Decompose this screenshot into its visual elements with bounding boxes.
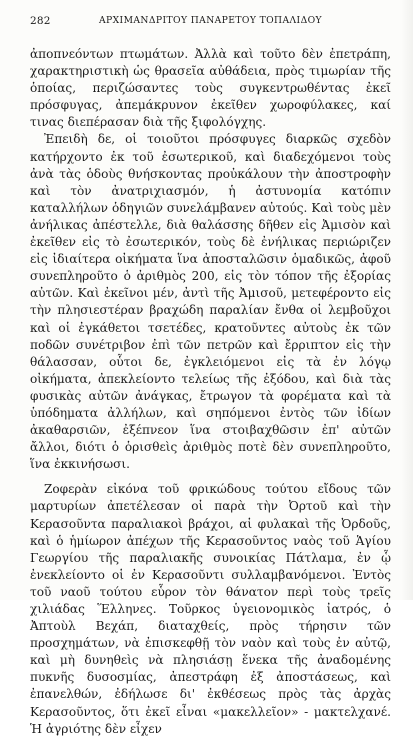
paragraph-1: ἀποπνεόντων πτωμάτων. Ἀλλὰ καὶ τοῦτο δὲν ἐπετράπη, χαρακτηριστικὴ ὡς θρασεῖα αὐθάδεια, πρὸς τιμωρίαν τῆς ὁποίας, περιζώσαντες τοὺς συγκεντρωθέντας ἐκεῖ πρόσφυγας, ἀπεμάκρυνον ἐκεῖθεν χωροφύλακες, καί τινας διεπέρασαν διὰ τῆς ξιφολόγχης.	[30, 47, 391, 130]
body-text	[30, 46, 391, 738]
page-edge-shadow	[401, 0, 413, 600]
running-title: ΑΡΧΙΜΑΝΔΡΙΤΟΥ ΠΑΝΑΡΕΤΟΥ ΤΟΠΑΛΙΔΟΥ	[98, 15, 323, 26]
paragraph-2: Ἐπειδὴ δε, οἱ τοιοῦτοι πρόσφυγες διαρκῶς σχεδὸν κατήρχοντο ἐκ τοῦ ἐσωτερικοῦ, καὶ διαδεχόμενοι τοὺς ἀνὰ τὰς ὁδοὺς θνήσκοντας προὐκάλουν τὴν ἀποστροφὴν καὶ τὸν ἀνατριχιασμόν, ἡ ἀστυνομία κατόπιν καταλλήλων ὁδηγιῶν συνελάμβανεν αὐτούς. Καὶ τοὺς μὲν ἀνήλικας ἀπέστελλε, διὰ θαλάσσης δῆθεν εἰς Ἀμισὸν καὶ ἐκεῖθεν εἰς τὸ ἐσωτερικόν, τοὺς δὲ ἐνήλικας περιώριζεν εἰς ἰδιαίτερα οἰκήματα ἵνα ἀποσταλῶσιν ὁμαδικῶς, ἀφοῦ συνεπληροῦτο ὁ ἀριθμὸς 200, εἰς τὸν τόπον τῆς ἐξορίας αὐτῶν. Καὶ ἐκεῖνοι μέν, ἀντὶ τῆς Ἀμισοῦ, μετεφέροντο εἰς τὴν πλησιεστέραν βραχώδη παραλίαν ἔνθα οἱ λεμβοῦχοι καὶ οἱ ἐγκάθετοι τσετέδες, κρατοῦντες αὐτοὺς ἐκ τῶν ποδῶν συνέτριβον ἐπὶ τῶν πετρῶν καὶ ἔρριπτον εἰς τὴν θάλασσαν, οὗτοι δε, ἐγκλειόμενοι εἰς τὰ ἐν λόγῳ οἰκήματα, ἀπεκλείοντο τελείως τῆς ἐξόδου, καὶ διὰ τὰς φυσικὰς αὐτῶν ἀνάγκας, ἔτρωγον τὰ φορέματα καὶ τὰ ὑπόδηματα ἀλλήλων, καὶ σηπόμενοι ἐντὸς τῶν ἰδίων ἀκαθαρσιῶν, ἐξέπνεον ἵνα στοιβαχθῶσιν ἐπ' αὐτῶν ἄλλοι, διότι ὁ ὁρισθεὶς ἀριθμὸς ποτὲ δὲν συνεπληροῦτο, ἵνα ἐκκινήσωσι.	[30, 132, 391, 472]
paragraph-3: Ζοφερὰν εἰκόνα τοῦ φρικώδους τούτου εἴδους τῶν μαρτυρίων ἀπετέλεσαν οἱ παρὰ τὴν Ὀρτοῦ καὶ τὴν Κερασοῦντα παραλιακοὶ βράχοι, αἱ φυλακαὶ τῆς Ὀρδοῦς, καὶ ὁ ἡμίωρον ἀπέχων τῆς Κερασοῦντος ναὸς τοῦ Ἁγίου Γεωργίου τῆς παραλιακῆς συνοικίας Πάτλαμα, ἐν ᾧ ἐνεκλείοντο οἱ ἐν Κερασοῦντι συλλαμβανόμενοι. Ἐντὸς τοῦ ναοῦ τούτου εὗρον τὸν θάνατον περὶ τοὺς τρεῖς χιλιάδας Ἕλληνες. Τοῦρκος ὑγειονομικὸς ἰατρός, ὁ Ἀπτοὺλ Βεχάπ, διαταχθείς, πρὸς τήρησιν τῶν προσχημάτων, νὰ ἐπισκεφθῇ τὸν ναὸν καὶ τοὺς ἐν αὐτῷ, καὶ μὴ δυνηθεὶς νὰ πλησιάσῃ ἕνεκα τῆς ἀναδομένης πυκνῆς δυσοσμίας, ἀπεστράφη ἐξ ἀποστάσεως, καὶ ἐπανελθών, ἐδήλωσε δι' ἐκθέσεως πρὸς τὰς ἀρχὰς Κερασοῦντος, ὅτι ἐκεῖ εἶναι «μακελλεῖον» - μακτελχανέ. Ἡ ἀγριότης δὲν εἶχεν	[30, 482, 391, 736]
running-head	[30, 14, 391, 28]
page-number: 282	[30, 15, 51, 27]
